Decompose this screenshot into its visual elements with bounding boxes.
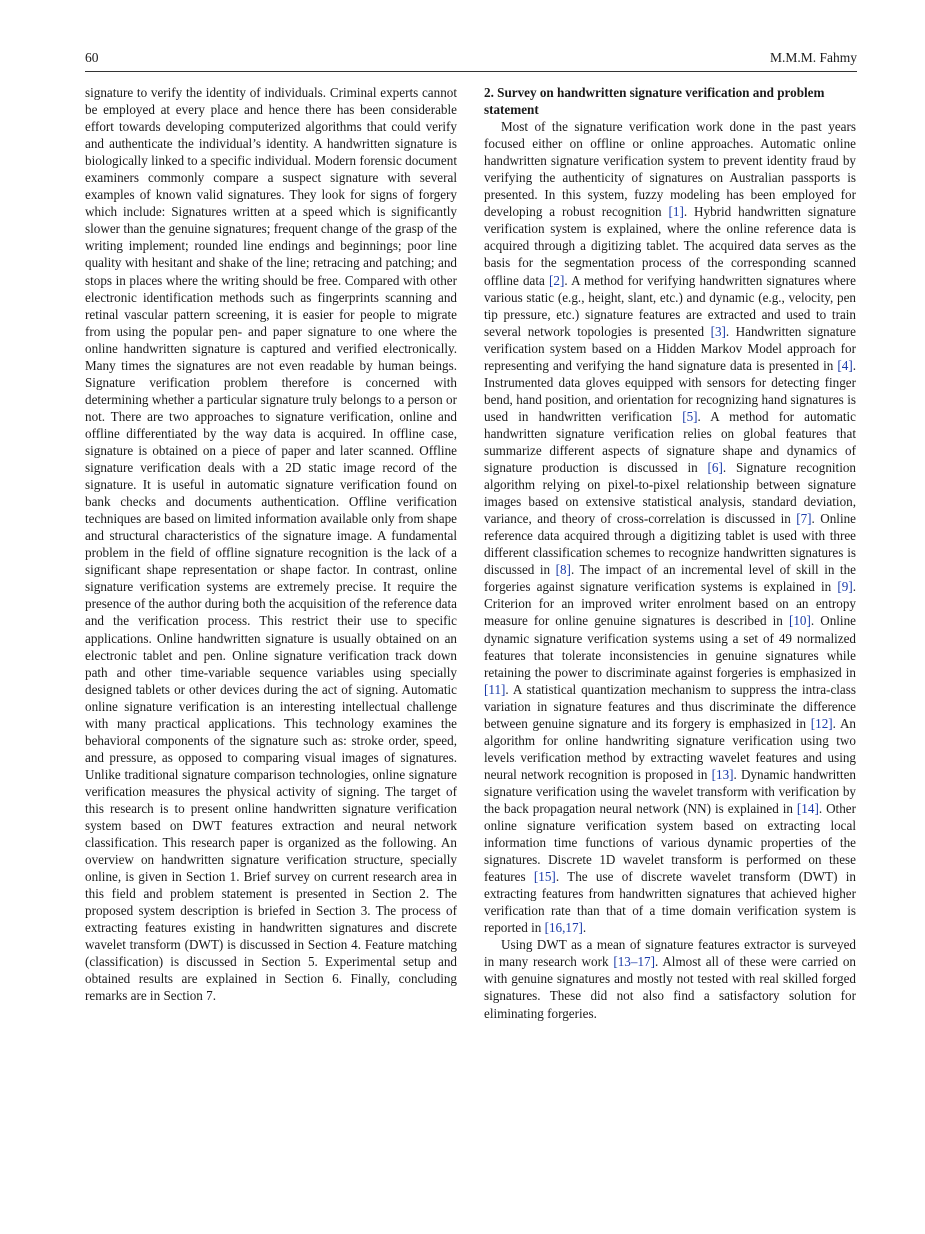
citation-link[interactable]: [13–17] <box>613 954 655 970</box>
text-run: . An algorithm for online handwriting signature verification using two levels verification method by extracting wavelet features and using neural network recognition is proposed in <box>484 715 857 782</box>
text-run: . The impact of an incremental level of skill in the forgeries against signature verification systems is explained in <box>484 562 856 595</box>
citation-link[interactable]: [3] <box>710 323 726 339</box>
text-run: . A statistical quantization mechanism to suppress the intra-class variation in signature features and thus discriminate the difference between genuine signature and its forgery is emphasized in <box>484 681 856 731</box>
text-run: . Signature recognition algorithm relying on pixel-to-pixel relationship between signature images based on extensive statistical analysis, standard deviation, variance, and theory of cross-correlation is discussed in <box>484 460 856 527</box>
running-head-author: M.M.M. Fahmy <box>769 50 857 65</box>
citation-link[interactable]: [16,17] <box>544 920 583 936</box>
citation-link[interactable]: [10] <box>788 613 811 629</box>
citation-link[interactable]: [2] <box>549 272 565 288</box>
text-run: Most of the signature verification work done in the past years focused either on offline or online approaches. Automatic online handwritten signature verification system to prevent identity fraud by verifying the authenticity of signatures on Australian passports is presented. In this system, fuzzy modeling has been employed for developing a robust recognition <box>484 119 856 220</box>
right-column <box>484 84 856 1022</box>
text-run: . Online dynamic signature verification systems using a set of 49 normalized features that tolerate inconsistencies in genuine signatures while retaining the power to discriminate against forgeries is emphasized in <box>484 613 856 680</box>
citation-link[interactable]: [12] <box>810 715 833 731</box>
citation-link[interactable]: [5] <box>682 408 698 424</box>
text-run: . A method for automatic handwritten signature verification relies on global features that summarize different aspects of signature shape and dynamics of signature production is discussed in <box>484 408 856 476</box>
citation-link[interactable]: [6] <box>707 460 723 476</box>
text-run: . Online reference data acquired through a digitizing tablet is used with three different classification schemes to recognize handwritten signatures is discussed in <box>484 511 856 578</box>
text-run: . <box>582 920 587 936</box>
citation-link[interactable]: [4] <box>837 357 853 373</box>
citation-link[interactable]: [11] <box>484 681 506 697</box>
page-header <box>85 50 857 68</box>
text-run: . Almost all of these were carried on with genuine signatures and mostly not tested with real skilled forged signatures. These did not also find a satisfactory solution for eliminating forgeries. <box>484 954 856 1021</box>
text-run: . Criterion for an improved writer enrolment based on an entropy measure for online genuine signatures is described in <box>484 579 856 629</box>
body-paragraph: signature to verify the identity of individuals. Criminal experts cannot be employed at every place and hence there has been considerable effort towards developing computerized algorithms that could verify and authenticate the individual’s identity. A handwritten signature is biologically linked to a specific individual. Modern forensic document examiners commonly compare a suspect signature with several examples of known valid signatures. They look for signs of forgery which include: Signatures written at a speed which is significantly slower than the genuine signatures; frequent change of the grasp of the writing implement; rounded line endings and beginnings; poor line quality with hesitant and shake of the line; retracing and patching; and stops in places where the writing should be free. Compared with other electronic identification methods such as fingerprints scanning and retinal vascular pattern screening, it is easier for people to migrate from using the popular pen- and paper signature to one where the online handwritten signature is captured and verified electronically. Many times the signatures are not even readable by human beings. Signature verification problem therefore is concerned with determining whether a particular signature truly belongs to a person or not. There are two approaches to signature verification, online and offline differentiated by the way data is acquired. In offline case, signature is obtained on a piece of paper and later scanned. Offline signature verification deals with a 2D static image record of the signature. It is useful in automatic signature verification found on bank checks and documents authentication. Offline verification techniques are based on limited information available only from shape and structural characteristics of the signature image. A fundamental problem in the field of offline signature recognition is the lack of a significant shape representation or shape factor. In contrast, online signature verification systems are extremely precise. It require the presence of the author during both the acquisition of the reference data and the verification process. This restrict their use to specific applications. Online handwritten signature is usually obtained on an electronic tablet and pen. Online signature verification track down path and other time-variable sequence variables using specially designed tablets or other devices during the act of signing. Automatic online signature verification is an interesting intellectual challenge with many practical applications. This technology examines the behavioral components of the signature such as: stroke order, speed, and pressure, as opposed to comparing visual images of signatures. Unlike traditional signature comparison technologies, online signature verification measures the physical activity of signing. The target of this research is to present online handwritten signature verification system based on DWT features extraction and neural network classification. This research paper is organized as the following. An overview on handwritten signature verification structure, specially online, is given in Section 1. Brief survey on current research area in this field and problem statement is presented in Section 2. The proposed system description is briefed in Section 3. The process of extracting features existing in handwritten signatures and discrete wavelet transform (DWT) is discussed in Section 4. Feature matching (classification) is discussed in Section 5. Experimental setup and obtained results are explained in Section 6. Finally, concluding remarks are in Section 7. <box>85 85 457 1004</box>
survey-paragraph-2 <box>484 936 856 1021</box>
section-heading: 2. Survey on handwritten signature verification and problem statement <box>484 85 825 118</box>
text-run: . Instrumented data gloves equipped with sensors for detecting finger bend, hand position, and orientation for recognizing hand signatures is used in handwritten verification <box>484 357 856 424</box>
citation-link[interactable]: [13] <box>711 766 734 782</box>
header-rule <box>85 71 857 72</box>
survey-paragraph-1 <box>484 118 856 936</box>
citation-link[interactable]: [15] <box>533 869 556 885</box>
citation-link[interactable]: [1] <box>668 204 684 220</box>
text-run: . A method for verifying handwritten signatures where various static (e.g., height, slant, etc.) and dynamic (e.g., velocity, pen tip pressure, etc.) signature features are extracted and used to train several network topologies is presented <box>484 272 857 339</box>
citation-link[interactable]: [14] <box>796 800 819 816</box>
text-run: . The use of discrete wavelet transform (DWT) in extracting features from handwritten signatures that achieved higher verification rate than that of a time domain verification system is reported in <box>484 869 856 936</box>
text-run: . Dynamic handwritten signature verification using the wavelet transform with verification by the back propagation neural network (NN) is explained in <box>484 766 856 816</box>
text-run: . Other online signature verification system based on extracting local information time functions of various dynamic properties of the signatures. Discrete 1D wavelet transform is performed on these features <box>484 800 856 885</box>
citation-link[interactable]: [8] <box>555 562 571 578</box>
text-run: . Handwritten signature verification system based on a Hidden Markov Model approach for representing and verifying the hand signature data is presented in <box>484 323 856 373</box>
left-column <box>85 84 457 1005</box>
text-run: Using DWT as a mean of signature features extractor is surveyed in many research work <box>484 937 856 970</box>
text-run: . Hybrid handwritten signature verification system is explained, where the online reference data is acquired through a digitizing tablet. The acquired data serves as the basis for the segmentation process of the corresponding scanned offline data <box>484 204 856 288</box>
page-number: 60 <box>85 50 99 65</box>
citation-link[interactable]: [7] <box>796 511 812 527</box>
citation-link[interactable]: [9] <box>837 579 853 595</box>
